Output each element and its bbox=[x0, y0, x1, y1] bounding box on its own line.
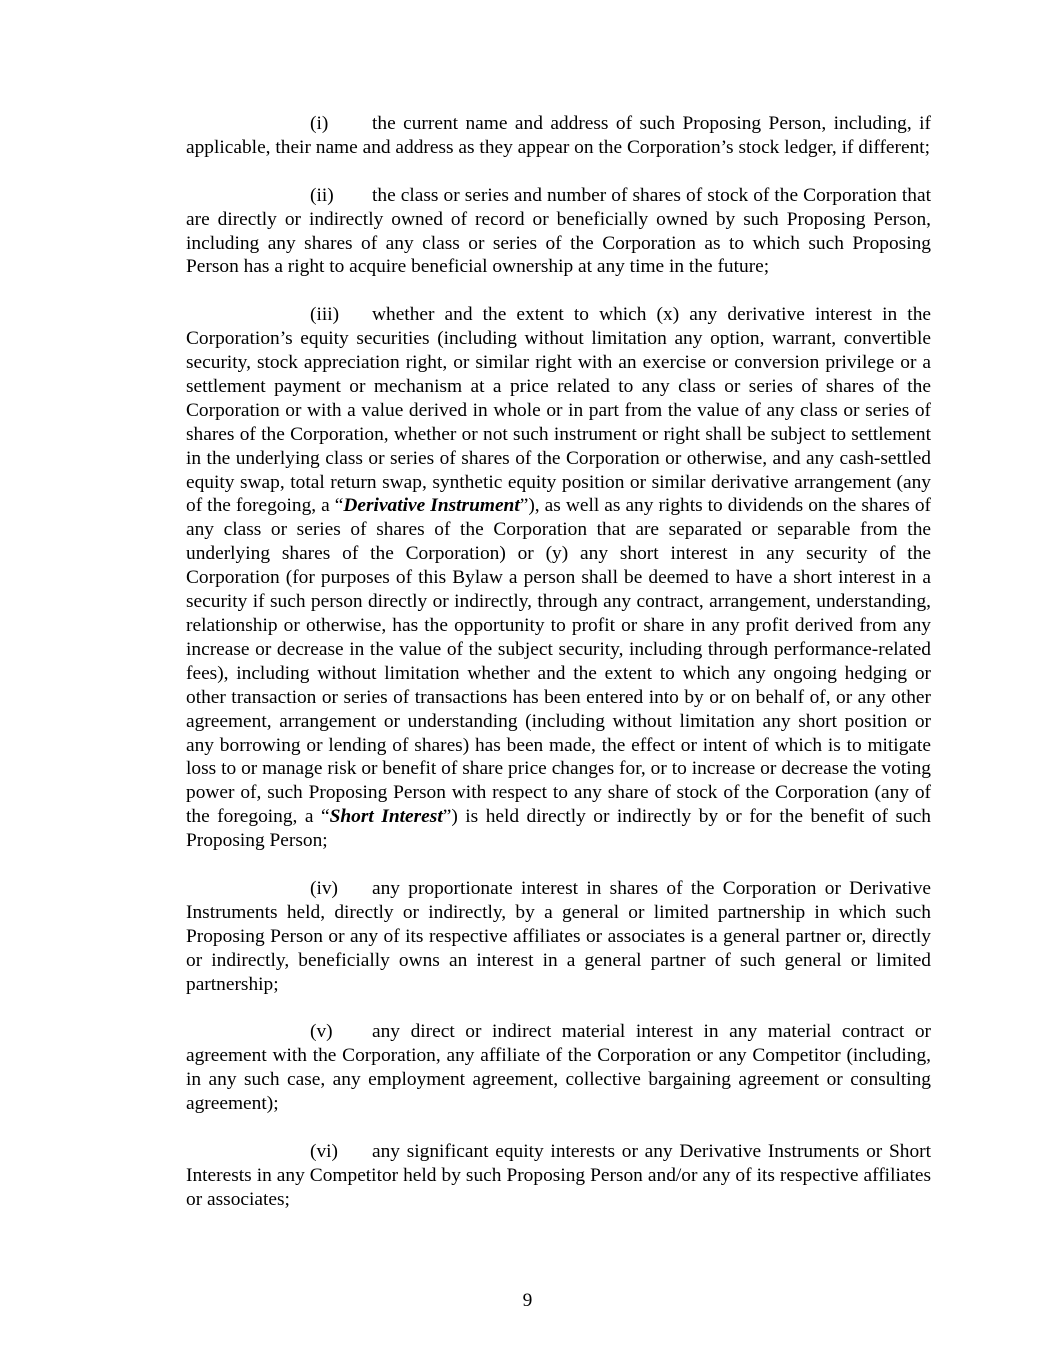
paragraph-text: whether and the extent to which (x) any derivative interest in the Corporation’s equity securities (including without limitation any option, warrant, convertible security, stock appreciation right, or similar right with an exercise or conversion privilege or a settlement payment or mechanism at a price related to any class or series of shares of the Corporation or with a value derived in whole or in part from the value of any class or series of shares of the Corporation, whether or not such instrument or right shall be subject to settlement in the underlying class or series of shares of the Corporation or otherwise, and any cash-settled equity swap, total return swap, synthetic equity position or similar derivative arrangement (any of the foregoing, a “ bbox=[186, 304, 931, 517]
paragraph-text: the class or series and number of shares of stock of the Corporation that are directly or indirectly owned of record or beneficially owned by such Proposing Person, including any shares of any class or series of the Corporation as to which such Proposing Person has a right to acquire beneficial ownership at any time in the future; bbox=[186, 184, 931, 278]
defined-term-derivative-instrument: Derivative Instrument bbox=[343, 495, 520, 517]
paragraph-vi bbox=[186, 1140, 931, 1212]
paragraph-ii bbox=[186, 184, 931, 280]
paragraph-number: (v) bbox=[310, 1021, 333, 1043]
document-body bbox=[186, 112, 931, 1236]
paragraph-number: (iv) bbox=[310, 877, 338, 899]
paragraph-text: the current name and address of such Proposing Person, including, if applicable, their name and address as they appear on the Corporation’s stock ledger, if different; bbox=[186, 113, 931, 158]
paragraph-text: any direct or indirect material interest in any material contract or agreement with the Corporation, any affiliate of the Corporation or any Competitor (including, in any such case, any employment agreement, collective bargaining agreement or consulting agreement); bbox=[186, 1021, 931, 1115]
paragraph-text: ”) is held directly or indirectly by or for the benefit of such Proposing Person; bbox=[186, 806, 932, 852]
paragraph-number: (i) bbox=[310, 113, 329, 134]
paragraph-text: any significant equity interests or any Derivative Instruments or Short Interests in any Competitor held by such Proposing Person and/or any of its respective affiliates or associates; bbox=[186, 1140, 931, 1210]
defined-term-short-interest: Short Interest bbox=[329, 806, 443, 828]
paragraph-number: (ii) bbox=[310, 184, 334, 206]
paragraph-number: (vi) bbox=[310, 1140, 338, 1162]
paragraph-text: any proportionate interest in shares of the Corporation or Derivative Instruments held, directly or indirectly, by a general or limited partnership in which such Proposing Person or any of its respective affiliates or associates is a general partner or, directly or indirectly, beneficially owns an interest in a general partner of such general or limited partnership; bbox=[186, 877, 931, 995]
page-number: 9 bbox=[522, 1290, 533, 1311]
paragraph-iv bbox=[186, 877, 931, 997]
paragraph-number: (iii) bbox=[310, 304, 340, 326]
paragraph-v bbox=[186, 1020, 931, 1116]
paragraph-text: ”), as well as any rights to dividends on the shares of any class or series of shares of the Corporation that are separated or separable from the underlying shares of the Corporation) or (y) any short interest in any security of the Corporation (for purposes of this Bylaw a person shall be deemed to have a short interest in a security if such person directly or indirectly, through any contract, arrangement, understanding, relationship or otherwise, has the opportunity to profit or share in any profit derived from any increase or decrease in the value of the subject security, including through performance-related fees), including without limitation whether and the extent to which any ongoing hedging or other transaction or series of transactions has been entered into by or on behalf of, or any other agreement, arrangement or understanding (including without limitation any short position or any borrowing or lending of shares) has been made, the effect or intent of which is to mitigate loss to or manage risk or benefit of share price changes for, or to increase or decrease the voting power of, such Proposing Person with respect to any share of stock of the Corporation (any of the foregoing, a “ bbox=[186, 495, 931, 828]
paragraph-i bbox=[186, 112, 931, 160]
paragraph-iii bbox=[186, 303, 931, 853]
